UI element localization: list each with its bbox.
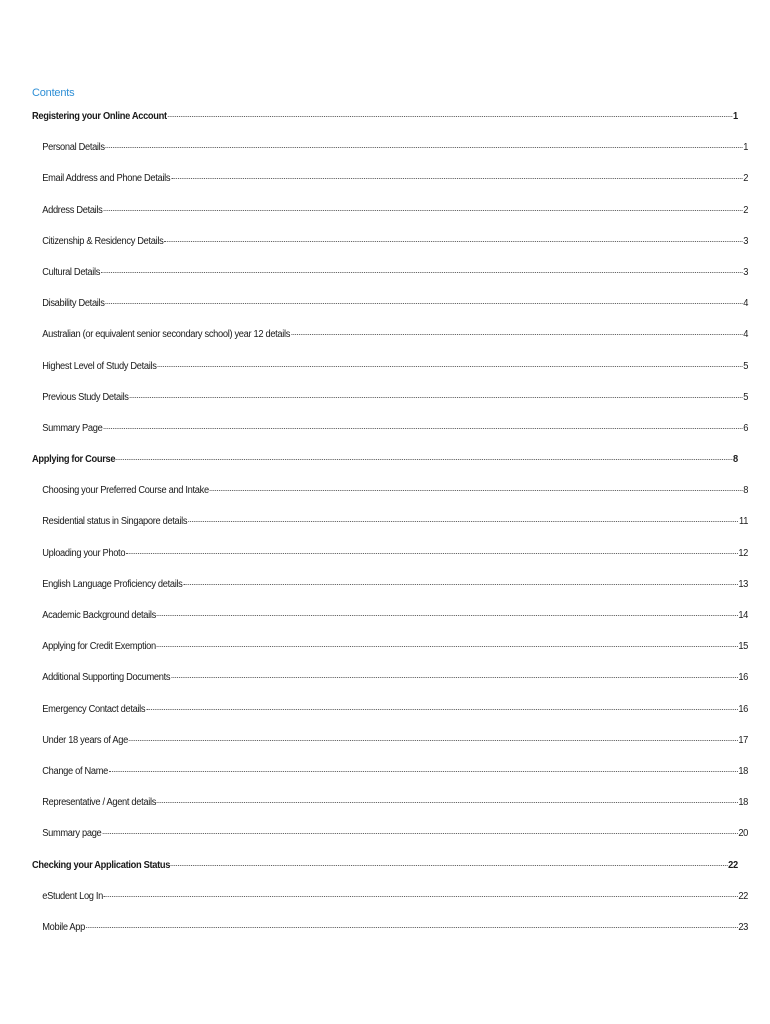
toc-entry-title: Uploading your Photo	[42, 547, 126, 559]
toc-entry-page-number: 1	[743, 142, 749, 154]
toc-dot-leader	[103, 210, 742, 211]
toc-dot-leader	[109, 771, 737, 772]
toc-dot-leader	[291, 334, 742, 335]
toc-entry-page-number: 16	[738, 703, 749, 715]
toc-section-entry[interactable]	[32, 859, 738, 890]
contents-heading: Contents	[32, 87, 75, 99]
toc-entry-page-number: 6	[743, 422, 749, 434]
toc-entry-title: Highest Level of Study Details	[42, 360, 157, 372]
toc-entry-title: Cultural Details	[42, 266, 101, 278]
toc-entry-title: Summary page	[42, 828, 102, 840]
toc-subsection-entry[interactable]	[32, 703, 748, 734]
toc-dot-leader	[101, 272, 742, 273]
toc-subsection-entry[interactable]	[32, 734, 748, 765]
toc-subsection-entry[interactable]	[32, 141, 748, 172]
toc-entry-title: Additional Supporting Documents	[42, 672, 171, 684]
toc-subsection-entry[interactable]	[32, 547, 748, 578]
toc-dot-leader	[104, 896, 737, 897]
toc-entry-title: Applying for Course	[32, 454, 116, 466]
toc-entry-page-number: 8	[732, 454, 738, 466]
toc-dot-leader	[126, 553, 737, 554]
toc-entry-title: Applying for Credit Exemption	[42, 641, 156, 653]
toc-subsection-entry[interactable]	[32, 266, 748, 297]
toc-dot-leader	[171, 677, 737, 678]
toc-dot-leader	[157, 366, 742, 367]
toc-entry-title: Summary Page	[42, 422, 103, 434]
toc-subsection-entry[interactable]	[32, 391, 748, 422]
toc-entry-title: Registering your Online Account	[32, 111, 167, 122]
toc-subsection-entry[interactable]	[32, 609, 748, 640]
toc-entry-page-number: 2	[743, 173, 749, 185]
toc-subsection-entry[interactable]	[32, 204, 748, 235]
toc-dot-leader	[106, 147, 743, 148]
toc-dot-leader	[157, 802, 737, 803]
toc-entry-page-number: 23	[738, 921, 749, 933]
toc-entry-page-number: 22	[728, 859, 738, 871]
toc-dot-leader	[116, 459, 732, 460]
toc-subsection-entry[interactable]	[32, 578, 748, 609]
toc-subsection-entry[interactable]	[32, 515, 748, 546]
toc-entry-title: Checking your Application Status	[32, 859, 171, 871]
toc-entry-page-number: 18	[738, 765, 749, 777]
toc-dot-leader	[130, 397, 743, 398]
toc-dot-leader	[168, 116, 732, 117]
toc-entry-title: English Language Proficiency details	[42, 578, 183, 590]
toc-entry-title: Mobile App	[42, 921, 85, 933]
toc-dot-leader	[183, 584, 737, 585]
toc-entry-page-number: 12	[738, 547, 749, 559]
toc-dot-leader	[146, 709, 737, 710]
toc-dot-leader	[157, 615, 738, 616]
toc-subsection-entry[interactable]	[32, 484, 748, 515]
toc-subsection-entry[interactable]	[32, 796, 748, 827]
toc-subsection-entry[interactable]	[32, 172, 748, 203]
toc-subsection-entry[interactable]	[32, 671, 748, 702]
toc-subsection-entry[interactable]	[32, 921, 748, 952]
toc-dot-leader	[210, 490, 743, 491]
toc-entry-title: eStudent Log In	[42, 890, 104, 902]
toc-dot-leader	[129, 740, 738, 741]
toc-entry-page-number: 5	[743, 360, 749, 372]
toc-subsection-entry[interactable]	[32, 827, 748, 858]
toc-entry-page-number: 13	[738, 578, 749, 590]
toc-dot-leader	[171, 865, 727, 866]
toc-entry-title: Personal Details	[42, 142, 105, 154]
toc-entry-title: Academic Background details	[42, 610, 156, 621]
toc-dot-leader	[102, 833, 737, 834]
toc-entry-title: Representative / Agent details	[42, 797, 157, 809]
toc-entry-title: Previous Study Details	[42, 391, 129, 403]
toc-entry-title: Australian (or equivalent senior secondary school) year 12 details	[42, 329, 291, 341]
toc-entry-title: Citizenship & Residency Details	[42, 235, 164, 247]
toc-entry-title: Email Address and Phone Details	[42, 173, 171, 185]
toc-section-entry[interactable]	[32, 110, 738, 141]
toc-dot-leader	[106, 303, 743, 304]
toc-entry-page-number: 14	[738, 610, 749, 621]
toc-entry-title: Under 18 years of Age	[42, 734, 128, 746]
toc-dot-leader	[86, 927, 737, 928]
toc-subsection-entry[interactable]	[32, 360, 748, 391]
toc-dot-leader	[164, 241, 742, 242]
toc-subsection-entry[interactable]	[32, 328, 748, 359]
toc-entry-page-number: 3	[743, 235, 749, 247]
toc-entry-page-number: 4	[743, 329, 749, 341]
toc-section-entry[interactable]	[32, 453, 738, 484]
toc-entry-page-number: 22	[738, 890, 749, 902]
toc-entry-page-number: 15	[738, 641, 749, 653]
toc-subsection-entry[interactable]	[32, 640, 748, 671]
toc-entry-title: Emergency Contact details	[42, 703, 146, 715]
toc-entry-page-number: 16	[738, 672, 749, 684]
toc-entry-page-number: 5	[743, 391, 749, 403]
toc-dot-leader	[171, 178, 742, 179]
toc-entry-page-number: 20	[738, 828, 749, 840]
toc-entry-title: Change of Name	[42, 765, 108, 777]
toc-dot-leader	[103, 428, 742, 429]
toc-subsection-entry[interactable]	[32, 297, 748, 328]
toc-entry-title: Residential status in Singapore details	[42, 516, 188, 528]
toc-entry-page-number: 1	[732, 111, 738, 122]
toc-entry-page-number: 2	[743, 204, 749, 216]
toc-entry-title: Address Details	[42, 204, 103, 216]
toc-dot-leader	[188, 521, 738, 522]
toc-entry-page-number: 17	[738, 734, 749, 746]
toc-entry-page-number: 4	[743, 298, 749, 310]
toc-entry-title: Disability Details	[42, 298, 105, 310]
toc-subsection-entry[interactable]	[32, 890, 748, 921]
toc-entry-page-number: 3	[743, 266, 749, 278]
toc-dot-leader	[157, 646, 738, 647]
toc-subsection-entry[interactable]	[32, 765, 748, 796]
toc-entry-title: Choosing your Preferred Course and Intake	[42, 485, 209, 497]
toc-subsection-entry[interactable]	[32, 235, 748, 266]
toc-subsection-entry[interactable]	[32, 422, 748, 453]
toc-entry-page-number: 8	[743, 485, 749, 497]
toc-entry-page-number: 11	[739, 516, 749, 528]
table-of-contents	[32, 110, 749, 952]
toc-entry-page-number: 18	[738, 797, 749, 809]
